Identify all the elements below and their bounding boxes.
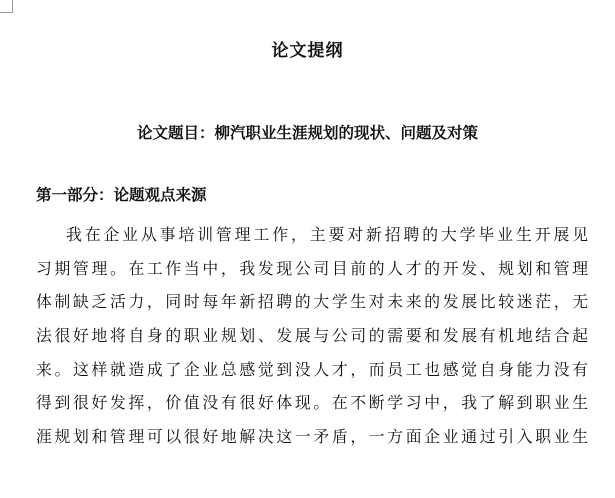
paragraph-line: 体制缺乏活力，同时每年新招聘的大学生对未来的发展比较迷茫，无 xyxy=(36,292,588,312)
thesis-topic: 论文题目：柳汽职业生涯规划的现状、问题及对策 xyxy=(136,123,478,142)
page-corner-marker xyxy=(0,0,13,13)
paragraph-line: 习期管理。在工作当中，我发现公司目前的人才的开发、规划和管理 xyxy=(36,258,588,278)
section-heading: 第一部分：论题观点来源 xyxy=(36,185,207,204)
paragraph-line: 来。这样就造成了企业总感觉到没人才，而员工也感觉自身能力没有 xyxy=(36,359,588,379)
paragraph-line: 我在企业从事培训管理工作，主要对新招聘的大学毕业生开展见 xyxy=(66,225,588,244)
body-paragraph xyxy=(36,222,588,458)
paragraph-line: 得到很好发挥，价值没有很好体现。在不断学习中，我了解到职业生 xyxy=(36,393,588,413)
paragraph-line: 涯规划和管理可以很好地解决这一矛盾，一方面企业通过引入职业生 xyxy=(36,427,588,447)
page-title: 论文提纲 xyxy=(271,41,344,61)
paragraph-line: 法很好地将自身的职业规划、发展与公司的需要和发展有机地结合起 xyxy=(36,326,588,346)
